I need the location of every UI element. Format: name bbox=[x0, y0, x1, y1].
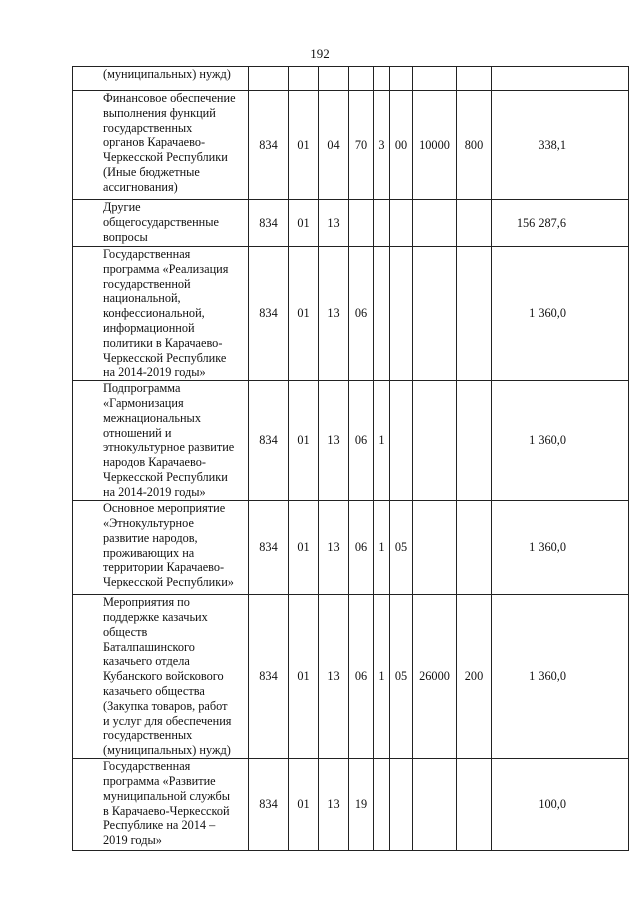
subsection-code: 13 bbox=[319, 381, 349, 501]
subprogram-code: 1 bbox=[374, 501, 390, 595]
admin-code: 834 bbox=[249, 247, 289, 381]
item-name: Финансовое обеспечение выполнения функций государственных органов Карачаево- Черкесской Республики (Иные бюджетные ассигнования) bbox=[73, 91, 249, 200]
subprogram-code: 1 bbox=[374, 381, 390, 501]
table-row bbox=[73, 501, 629, 595]
subsection-code: 13 bbox=[319, 247, 349, 381]
admin-code bbox=[249, 67, 289, 91]
section-code: 01 bbox=[289, 91, 319, 200]
subsection-code: 13 bbox=[319, 595, 349, 759]
expense-type-code bbox=[457, 247, 492, 381]
direction-code: 10000 bbox=[413, 91, 457, 200]
expense-type-code bbox=[457, 501, 492, 595]
section-code: 01 bbox=[289, 200, 319, 247]
subprogram-code bbox=[374, 247, 390, 381]
table-row bbox=[73, 91, 629, 200]
program-code: 19 bbox=[349, 759, 374, 851]
program-code: 06 bbox=[349, 381, 374, 501]
expense-type-code bbox=[457, 200, 492, 247]
expense-type-code bbox=[457, 67, 492, 91]
event-code bbox=[390, 759, 413, 851]
event-code: 05 bbox=[390, 501, 413, 595]
program-code: 06 bbox=[349, 247, 374, 381]
amount bbox=[492, 67, 629, 91]
section-code: 01 bbox=[289, 759, 319, 851]
expense-type-code: 800 bbox=[457, 91, 492, 200]
section-code: 01 bbox=[289, 501, 319, 595]
table-row bbox=[73, 200, 629, 247]
event-code bbox=[390, 247, 413, 381]
page-number: 192 bbox=[310, 46, 330, 61]
section-code bbox=[289, 67, 319, 91]
section-code: 01 bbox=[289, 247, 319, 381]
table-row bbox=[73, 67, 629, 91]
subsection-code: 13 bbox=[319, 759, 349, 851]
amount: 1 360,0 bbox=[492, 501, 629, 595]
item-name: (муниципальных) нужд) bbox=[73, 67, 249, 91]
subprogram-code bbox=[374, 67, 390, 91]
direction-code bbox=[413, 759, 457, 851]
admin-code: 834 bbox=[249, 759, 289, 851]
table-row bbox=[73, 381, 629, 501]
table-row bbox=[73, 759, 629, 851]
subsection-code: 04 bbox=[319, 91, 349, 200]
admin-code: 834 bbox=[249, 91, 289, 200]
admin-code: 834 bbox=[249, 200, 289, 247]
section-code: 01 bbox=[289, 595, 319, 759]
item-name: Основное мероприятие «Этнокультурное развитие народов, проживающих на территории Карачаево- Черкесской Республики» bbox=[73, 501, 249, 595]
item-name: Подпрограмма «Гармонизация межнациональных отношений и этнокультурное развитие народов Карачаево- Черкесской Республики на 2014-2019 годы» bbox=[73, 381, 249, 501]
program-code bbox=[349, 200, 374, 247]
program-code: 06 bbox=[349, 501, 374, 595]
direction-code bbox=[413, 381, 457, 501]
admin-code: 834 bbox=[249, 501, 289, 595]
item-name: Мероприятия по поддержке казачьих обществ Баталпашинского казачьего отдела Кубанского войскового казачьего общества (Закупка товаров, работ и услуг для обеспечения государственных (муниципальных) нужд) bbox=[73, 595, 249, 759]
amount: 1 360,0 bbox=[492, 595, 629, 759]
item-name: Государственная программа «Реализация государственной национальной, конфессиональной, информационной политики в Карачаево- Черкесской Республике на 2014-2019 годы» bbox=[73, 247, 249, 381]
direction-code bbox=[413, 501, 457, 595]
item-name: Государственная программа «Развитие муниципальной службы в Карачаево-Черкесской Республике на 2014 – 2019 годы» bbox=[73, 759, 249, 851]
expense-type-code bbox=[457, 759, 492, 851]
item-name: Другие общегосударственные вопросы bbox=[73, 200, 249, 247]
event-code bbox=[390, 67, 413, 91]
event-code bbox=[390, 381, 413, 501]
subprogram-code bbox=[374, 200, 390, 247]
program-code bbox=[349, 67, 374, 91]
direction-code bbox=[413, 67, 457, 91]
program-code: 06 bbox=[349, 595, 374, 759]
amount: 100,0 bbox=[492, 759, 629, 851]
direction-code: 26000 bbox=[413, 595, 457, 759]
amount: 1 360,0 bbox=[492, 247, 629, 381]
subprogram-code: 3 bbox=[374, 91, 390, 200]
event-code: 05 bbox=[390, 595, 413, 759]
expense-type-code: 200 bbox=[457, 595, 492, 759]
amount: 338,1 bbox=[492, 91, 629, 200]
subsection-code: 13 bbox=[319, 501, 349, 595]
subprogram-code bbox=[374, 759, 390, 851]
table-body bbox=[73, 67, 629, 851]
table-row bbox=[73, 247, 629, 381]
event-code: 00 bbox=[390, 91, 413, 200]
amount: 1 360,0 bbox=[492, 381, 629, 501]
section-code: 01 bbox=[289, 381, 319, 501]
program-code: 70 bbox=[349, 91, 374, 200]
subprogram-code: 1 bbox=[374, 595, 390, 759]
amount: 156 287,6 bbox=[492, 200, 629, 247]
expense-type-code bbox=[457, 381, 492, 501]
direction-code bbox=[413, 247, 457, 381]
admin-code: 834 bbox=[249, 595, 289, 759]
event-code bbox=[390, 200, 413, 247]
subsection-code: 13 bbox=[319, 200, 349, 247]
table-row bbox=[73, 595, 629, 759]
direction-code bbox=[413, 200, 457, 247]
admin-code: 834 bbox=[249, 381, 289, 501]
subsection-code bbox=[319, 67, 349, 91]
budget-table bbox=[72, 66, 629, 851]
